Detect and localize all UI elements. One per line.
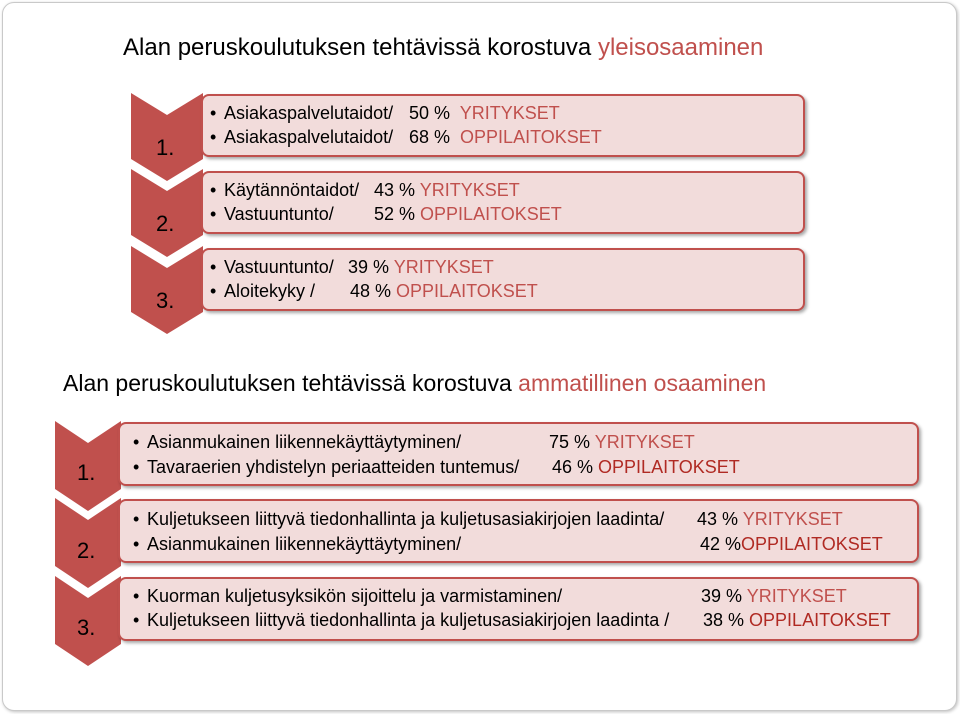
label: Asianmukainen liikennekäyttäytyminen/: [147, 432, 462, 452]
list-item: [133, 586, 562, 607]
bullet-icon: •: [210, 103, 217, 123]
list-item: [210, 180, 359, 201]
slide: [2, 2, 957, 711]
pct-value: 39 %: [348, 257, 390, 277]
list-item: [133, 534, 461, 555]
item-number: 2.: [77, 538, 96, 563]
bullet-icon: •: [133, 432, 140, 452]
list-item: [133, 610, 669, 631]
pct-value: 46 %: [552, 457, 594, 477]
label: Vastuuntunto/: [224, 204, 334, 224]
bullet-icon: •: [133, 534, 140, 554]
item-number: 2.: [156, 211, 175, 236]
respondent-group: YRITYKSET: [742, 509, 843, 529]
percentage: [350, 281, 538, 302]
bullet-icon: •: [210, 281, 217, 301]
section2-title-prefix: Alan peruskoulutuksen tehtävissä korostuva: [63, 370, 519, 396]
label: Aloitekyky /: [224, 281, 316, 301]
label: Asianmukainen liikennekäyttäytyminen/: [147, 534, 462, 554]
bullet-icon: •: [210, 180, 217, 200]
respondent-group: OPPILAITOKSET: [460, 127, 602, 147]
pct-value: 48 %: [350, 281, 392, 301]
list-item: [133, 509, 664, 530]
section2-title-highlight: ammatillinen osaaminen: [518, 370, 767, 396]
respondent-group: YRITYKSET: [746, 586, 847, 606]
respondent-group: OPPILAITOKSET: [396, 281, 538, 301]
respondent-group: YRITYKSET: [459, 103, 560, 123]
respondent-group: OPPILAITOKSET: [420, 204, 562, 224]
percentage: [409, 127, 602, 148]
pct-value: 75 %: [549, 432, 591, 452]
percentage: [700, 534, 883, 555]
bullet-icon: •: [210, 127, 217, 147]
pct-value: 42 %: [700, 534, 742, 554]
bullet-icon: •: [133, 509, 140, 529]
label: Asiakaspalvelutaidot/: [224, 127, 394, 147]
bullet-icon: •: [210, 204, 217, 224]
label: Tavaraerien yhdistelyn periaatteiden tuntemus/: [147, 457, 520, 477]
bullet-icon: •: [210, 257, 217, 277]
pct-value: 38 %: [703, 610, 745, 630]
percentage: [549, 432, 695, 453]
item-number: 3.: [156, 288, 175, 313]
label: Kuorman kuljetusyksikön sijoittelu ja varmistaminen/: [147, 586, 563, 606]
respondent-group: OPPILAITOKSET: [598, 457, 740, 477]
respondent-group: OPPILAITOKSET: [749, 610, 891, 630]
percentage: [374, 180, 520, 201]
bullet-icon: •: [133, 610, 140, 630]
label: Kuljetukseen liittyvä tiedonhallinta ja kuljetusasiakirjojen laadinta /: [147, 610, 670, 630]
percentage: [374, 204, 562, 225]
respondent-group: YRITYKSET: [393, 257, 494, 277]
section1-title: [123, 34, 763, 62]
list-item: [133, 457, 519, 478]
bullet-icon: •: [133, 586, 140, 606]
list-item: [133, 432, 461, 453]
respondent-group: OPPILAITOKSET: [741, 534, 883, 554]
label: Vastuuntunto/: [224, 257, 334, 277]
percentage: [348, 257, 494, 278]
label: Kuljetukseen liittyvä tiedonhallinta ja kuljetusasiakirjojen laadinta/: [147, 509, 665, 529]
pct-value: 43 %: [697, 509, 739, 529]
item-number: 3.: [77, 615, 96, 640]
section2-title: [63, 370, 766, 397]
label: Asiakaspalvelutaidot/: [224, 103, 394, 123]
respondent-group: YRITYKSET: [594, 432, 695, 452]
item-number: 1.: [156, 135, 175, 160]
pct-value: 39 %: [701, 586, 743, 606]
pct-value: 43 %: [374, 180, 416, 200]
list-item: [210, 127, 393, 148]
bullet-icon: •: [133, 457, 140, 477]
list-item: [210, 257, 334, 278]
percentage: [697, 509, 843, 530]
label: Käytännöntaidot/: [224, 180, 360, 200]
list-item: [210, 103, 393, 124]
percentage: [409, 103, 560, 124]
pct-value: 68 %: [409, 127, 451, 147]
item-number: 1.: [77, 460, 96, 485]
pct-value: 50 %: [409, 103, 451, 123]
percentage: [552, 457, 740, 478]
list-item: [210, 281, 315, 302]
section1-title-prefix: Alan peruskoulutuksen tehtävissä korostuva: [123, 34, 598, 61]
percentage: [703, 610, 891, 631]
percentage: [701, 586, 847, 607]
respondent-group: YRITYKSET: [419, 180, 520, 200]
section1-title-highlight: yleisosaaminen: [597, 34, 764, 61]
list-item: [210, 204, 334, 225]
pct-value: 52 %: [374, 204, 416, 224]
